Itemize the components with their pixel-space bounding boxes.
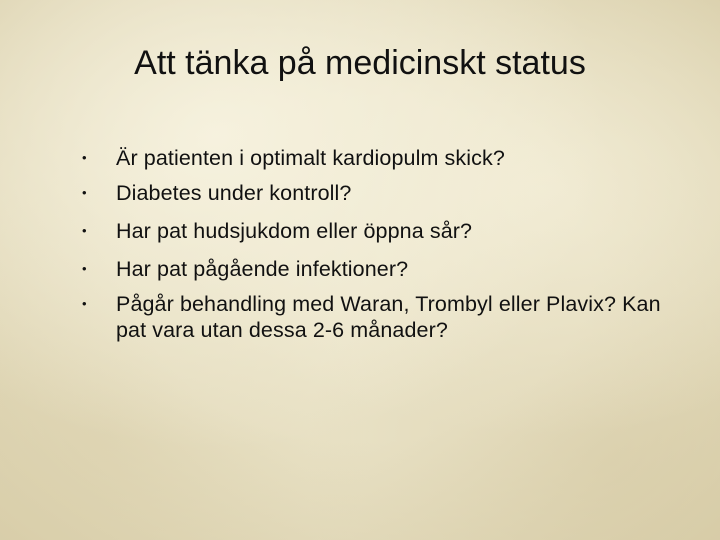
bullet-dot-icon: •	[82, 150, 87, 165]
bullet-dot-icon: •	[82, 261, 87, 276]
bullet-item	[78, 140, 678, 176]
bullet-dot-icon: •	[82, 296, 87, 311]
slide-title: Att tänka på medicinskt status	[134, 44, 586, 82]
bullet-text: Diabetes under kontroll?	[116, 181, 352, 205]
bullet-text: Pågår behandling med Waran, Trombyl eller Plavix? Kan pat vara utan dessa 2-6 månader?	[116, 292, 661, 342]
bullet-item	[78, 251, 678, 287]
bullet-dot-icon: •	[82, 185, 87, 200]
bullet-item	[78, 175, 678, 211]
bullet-text: Har pat hudsjukdom eller öppna sår?	[116, 219, 473, 243]
bullet-dot-icon: •	[82, 223, 87, 238]
bullet-item	[78, 286, 678, 343]
bullet-text: Har pat pågående infektioner?	[116, 257, 409, 281]
bullet-item	[78, 213, 678, 249]
bullet-text: Är patienten i optimalt kardiopulm skick?	[116, 146, 505, 170]
